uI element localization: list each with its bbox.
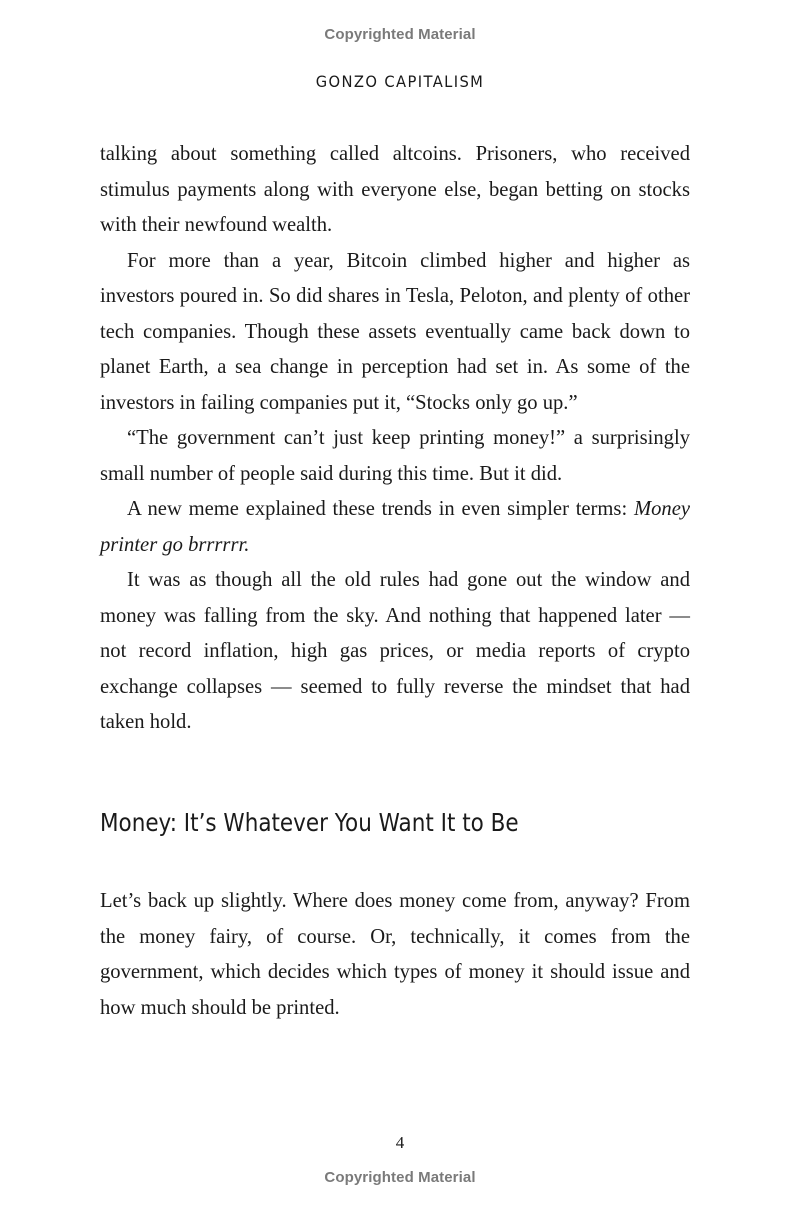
paragraph-text: A new meme explained these trends in even simpler terms:	[127, 498, 628, 520]
paragraph: talking about something called altcoins. Prisoners, who received stimulus payments along with everyone else, began betting on stocks with their newfound wealth.	[100, 143, 690, 236]
section-heading: Money: It’s Whatever You Want It to Be	[100, 808, 519, 837]
paragraph	[100, 492, 690, 563]
page-number: 4	[395, 1133, 405, 1152]
meme-italic: Money printer go brrrrrr.	[100, 498, 690, 556]
paragraph: Let’s back up slightly. Where does money come from, anyway? From the money fairy, of course. Or, technically, it comes from the government, which decides which types of money it should issue and how much should be printed.	[100, 890, 690, 1019]
copyright-watermark-top: Copyrighted Material	[324, 26, 476, 43]
paragraph: For more than a year, Bitcoin climbed higher and higher as investors poured in. So did shares in Tesla, Peloton, and plenty of other tech companies. Though these assets eventually came back down to planet Earth, a sea change in perception had set in. As some of the investors in failing companies put it, “Stocks only go up.”	[100, 249, 690, 414]
copyright-watermark-bottom: Copyrighted Material	[324, 1169, 476, 1186]
paragraph: It was as though all the old rules had gone out the window and money was falling from the sky. And nothing that happened later — not record inflation, high gas prices, or media reports of crypto exchange collapses — seemed to fully reverse the mindset that had taken hold.	[100, 569, 690, 733]
body-section-1	[100, 137, 690, 741]
paragraph: “The government can’t just keep printing money!” a surprisingly small number of people said during this time. But it did.	[100, 427, 690, 485]
body-section-2	[100, 884, 690, 1026]
running-head: GONZO CAPITALISM	[315, 72, 485, 91]
